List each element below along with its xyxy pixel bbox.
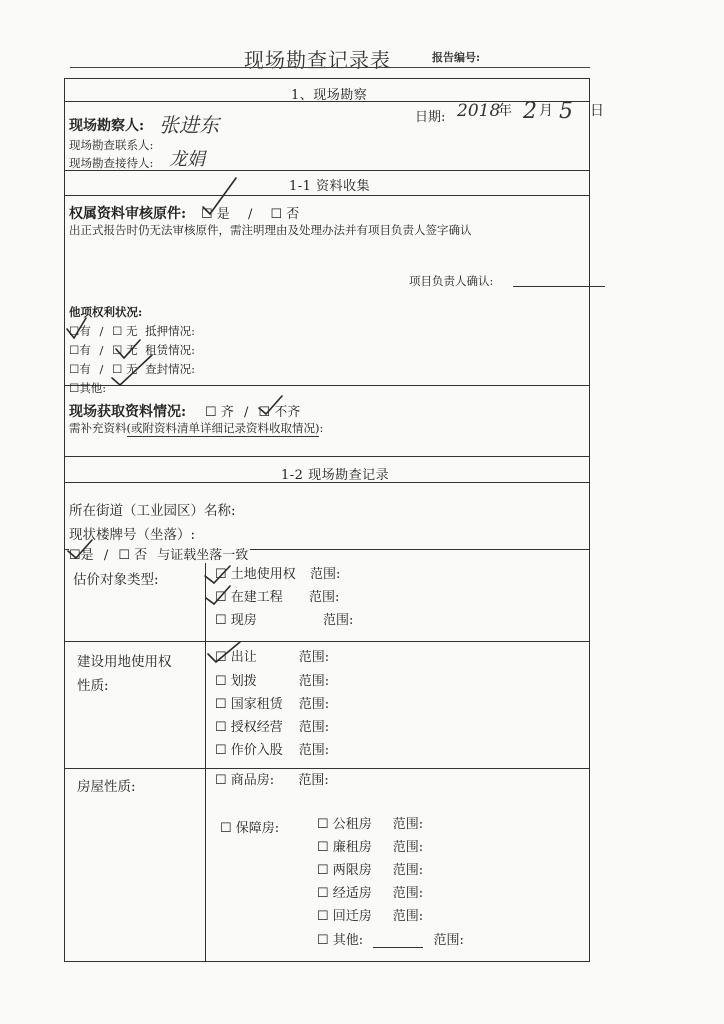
land-nature-label-1: 建设用地使用权 <box>77 654 172 670</box>
date-day: 5 <box>559 99 573 124</box>
supplement-label: 需补充资料 <box>69 421 127 435</box>
transfer-checkbox[interactable]: ☐ <box>215 650 227 665</box>
range-label: 范围: <box>298 773 329 788</box>
orig-review-label: 权属资料审核原件: <box>69 206 187 222</box>
building-no-label: 现状楼牌号（坐落）: <box>69 527 196 543</box>
has-label: 有 <box>79 324 91 338</box>
object-type-built <box>215 609 353 628</box>
range-label: 范围: <box>298 743 330 758</box>
public-rental-checkbox[interactable]: ☐ <box>317 817 329 832</box>
range-label: 范围: <box>298 720 330 735</box>
date-month: 2 <box>523 99 537 124</box>
equity-label: 作价入股 <box>230 743 283 758</box>
has-checkbox[interactable]: ☐ <box>69 343 80 357</box>
resettlement-checkbox[interactable]: ☐ <box>317 909 329 924</box>
date-year: 2018 <box>457 101 501 121</box>
incomplete-label: 不齐 <box>274 405 301 420</box>
section-1-title: 1、现场勘察 <box>291 88 368 103</box>
section-1-1-title: 1-1 资料收集 <box>289 179 371 194</box>
divider <box>65 641 589 642</box>
divider <box>65 385 589 386</box>
lease-label: 租赁情况: <box>145 343 195 357</box>
none-checkbox[interactable]: ☐ <box>112 343 123 357</box>
match-note: 与证载坐落一致 <box>157 548 249 563</box>
land-nature-row <box>215 716 329 735</box>
range-label: 范围: <box>308 590 340 605</box>
object-type-label: 估价对象类型: <box>73 572 159 588</box>
land-nature-row <box>215 739 329 758</box>
affordable-checkbox[interactable]: ☐ <box>220 821 232 836</box>
right-row-lease: ☐有 / ☐ 无 租赁情况: <box>69 343 195 357</box>
range-label: 范围: <box>298 650 330 665</box>
match-yes-checkbox[interactable]: ☐ <box>69 548 81 563</box>
match-yes-label: 是 <box>80 548 94 563</box>
obtain-label: 现场获取资料情况: <box>69 404 187 420</box>
affordable-sub-row <box>317 813 423 832</box>
built-label: 现房 <box>230 613 257 628</box>
range-label: 范围: <box>392 909 424 924</box>
has-checkbox[interactable]: ☐ <box>69 362 80 376</box>
yes-label: 是 <box>216 207 230 222</box>
range-label: 范围: <box>392 817 424 832</box>
allocation-label: 划拨 <box>230 674 257 689</box>
orig-review-options: ☐ 是 / ☐ 否 <box>201 207 300 222</box>
inspector-label: 现场勘察人: <box>69 118 145 134</box>
economic-checkbox[interactable]: ☐ <box>317 886 329 901</box>
has-label: 有 <box>79 343 91 357</box>
authorized-checkbox[interactable]: ☐ <box>215 720 227 735</box>
commercial-row <box>215 769 329 788</box>
header-rule <box>70 67 590 68</box>
affordable-sub-row <box>317 836 423 855</box>
construction-checkbox[interactable]: ☐ <box>215 590 227 605</box>
obtain-options: ☐ 齐 / ☐ 不齐 <box>205 405 301 420</box>
survey-form <box>64 78 604 962</box>
affordable-other-checkbox[interactable]: ☐ <box>317 933 329 948</box>
low-rent-checkbox[interactable]: ☐ <box>317 840 329 855</box>
price-limited-label: 两限房 <box>332 863 372 878</box>
seizure-label: 查封情况: <box>145 362 195 376</box>
date-year-unit: 年 <box>498 103 512 119</box>
land-nature-row <box>215 670 329 689</box>
inspector-signature: 张进东 <box>159 113 219 137</box>
right-row-seizure: ☐有 / ☐ 无 查封情况: <box>69 362 195 376</box>
form-title: 现场勘查记录表 <box>244 48 391 72</box>
affordable-other-label: 其他: <box>332 933 364 948</box>
land-nature-row <box>215 693 329 712</box>
incomplete-checkbox[interactable]: ☐ <box>258 405 271 420</box>
affordable-sub-row <box>317 859 423 878</box>
land-nature-label-2: 性质: <box>77 678 109 694</box>
affordable-sub-row <box>317 882 423 901</box>
date-day-unit: 日 <box>590 103 604 119</box>
location-match-row: ☐是 / ☐ 否 与证载坐落一致 <box>69 544 250 563</box>
pm-confirm-line[interactable] <box>513 286 605 287</box>
affordable-sub-row <box>317 905 423 924</box>
none-label: 无 <box>125 324 138 338</box>
none-label: 无 <box>125 343 138 357</box>
column-divider <box>205 549 206 961</box>
resettlement-label: 回迁房 <box>332 909 372 924</box>
supplement-note: (或附资料清单详细记录资料收取情况) <box>126 421 320 435</box>
house-nature-label: 房屋性质: <box>77 779 136 795</box>
transfer-label: 出让 <box>230 650 257 665</box>
authorized-label: 授权经营 <box>230 720 283 735</box>
price-limited-checkbox[interactable]: ☐ <box>317 863 329 878</box>
affordable-other-row <box>317 929 464 948</box>
range-label: 范围: <box>298 674 330 689</box>
none-checkbox[interactable]: ☐ <box>112 324 123 338</box>
state-lease-checkbox[interactable]: ☐ <box>215 697 227 712</box>
commercial-checkbox[interactable]: ☐ <box>215 773 227 788</box>
allocation-checkbox[interactable]: ☐ <box>215 674 227 689</box>
no-label: 否 <box>286 207 300 222</box>
other-label: 其他: <box>79 381 107 395</box>
range-label: 范围: <box>392 863 424 878</box>
yes-checkbox[interactable]: ☐ <box>201 207 213 222</box>
none-checkbox[interactable]: ☐ <box>112 362 123 376</box>
match-no-label: 否 <box>134 548 148 563</box>
land-nature-row <box>215 646 329 665</box>
range-label: 范围: <box>322 613 354 628</box>
pm-confirm-label: 项目负责人确认: <box>409 274 494 288</box>
range-label: 范围: <box>433 933 464 948</box>
affordable-label: 保障房: <box>235 821 280 836</box>
low-rent-label: 廉租房 <box>332 840 372 855</box>
mortgage-label: 抵押情况: <box>145 324 195 338</box>
receiver-label: 现场勘查接待人: <box>69 156 154 170</box>
other-rights-label: 他项权利状况: <box>69 305 143 319</box>
construction-label: 在建工程 <box>230 590 283 605</box>
object-type-land <box>215 563 340 582</box>
range-label: 范围: <box>392 886 424 901</box>
economic-label: 经适房 <box>332 886 372 901</box>
built-checkbox[interactable]: ☐ <box>215 613 227 628</box>
land-use-checkbox[interactable]: ☐ <box>215 567 227 582</box>
object-type-construction <box>215 586 339 605</box>
supplement-colon: : <box>319 421 324 435</box>
supplement-row <box>69 420 323 437</box>
range-label: 范围: <box>309 567 341 582</box>
affordable-row <box>220 817 279 836</box>
range-label: 范围: <box>298 697 330 712</box>
divider <box>65 456 589 457</box>
equity-checkbox[interactable]: ☐ <box>215 743 227 758</box>
other-row <box>69 380 106 396</box>
receiver-signature: 龙娟 <box>169 149 205 170</box>
section-1-2-title: 1-2 现场勘查记录 <box>281 468 390 483</box>
commercial-label: 商品房: <box>230 773 275 788</box>
date-label: 日期: <box>415 110 446 125</box>
date-month-unit: 月 <box>539 103 553 119</box>
complete-label: 齐 <box>220 405 234 420</box>
has-label: 有 <box>79 362 91 376</box>
contact-label: 现场勘查联系人: <box>69 138 154 152</box>
range-label: 范围: <box>392 840 424 855</box>
match-no-checkbox[interactable]: ☐ <box>118 548 130 563</box>
has-checkbox[interactable]: ☐ <box>69 324 80 338</box>
orig-review-note: 出正式报告时仍无法审核原件，需注明理由及处理办法并有项目负责人签字确认 <box>69 223 472 237</box>
affordable-other-line[interactable] <box>373 947 423 948</box>
complete-checkbox[interactable]: ☐ <box>205 405 217 420</box>
public-rental-label: 公租房 <box>332 817 372 832</box>
divider <box>65 195 589 196</box>
report-number-label: 报告编号: <box>432 51 481 64</box>
none-label: 无 <box>125 362 138 376</box>
street-label: 所在街道（工业园区）名称: <box>69 503 236 519</box>
other-checkbox[interactable]: ☐ <box>69 381 80 395</box>
no-checkbox[interactable]: ☐ <box>270 207 283 222</box>
state-lease-label: 国家租赁 <box>230 697 283 712</box>
right-row-mortgage: ☐有 / ☐ 无 抵押情况: <box>69 324 195 338</box>
land-use-label: 土地使用权 <box>230 567 296 582</box>
